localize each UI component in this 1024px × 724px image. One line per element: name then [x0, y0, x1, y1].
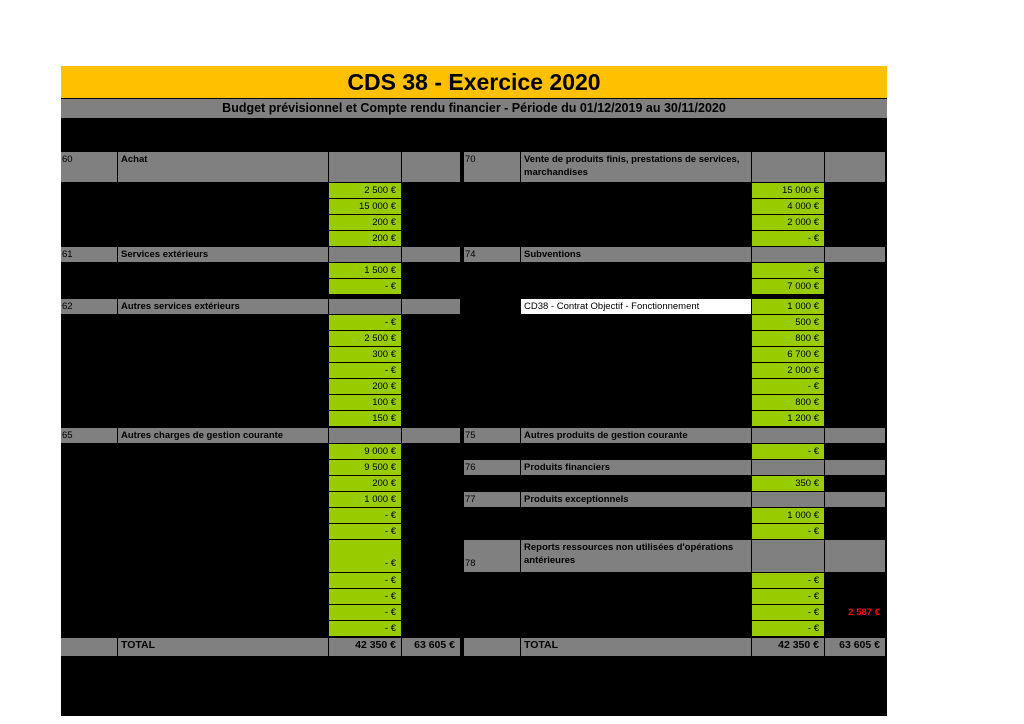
produit-subtotal-real: [825, 540, 885, 572]
produit-total-code: [464, 638, 520, 656]
produit-subtotal-real: [825, 460, 885, 475]
produit-label-78-line1: Reports ressources non utilisées d'opérations: [524, 542, 734, 553]
produit-subtotal-prev: [752, 460, 824, 475]
produit-code-74: 74: [464, 247, 520, 262]
produit-code-78: 78: [464, 540, 520, 572]
produit-value: - €: [752, 231, 824, 246]
charge-subtotal-prev: [329, 428, 401, 443]
produit-total-label: TOTAL: [521, 638, 751, 656]
charge-value: - €: [329, 279, 401, 294]
charge-value: - €: [329, 605, 401, 620]
charge-code-60: 60: [61, 152, 117, 182]
charge-total-real: 63 605 €: [402, 638, 460, 656]
charge-value: 15 000 €: [329, 199, 401, 214]
produit-value: 800 €: [752, 395, 824, 410]
charge-label-65: Autres charges de gestion courante: [118, 428, 328, 443]
produit-value: 1 200 €: [752, 411, 824, 426]
produit-label-76: Produits financiers: [521, 460, 751, 475]
charge-value: - €: [329, 524, 401, 539]
produit-value: - €: [752, 621, 824, 636]
cd38-contrat-label: CD38 - Contrat Objectif - Fonctionnement: [521, 299, 751, 314]
produit-label-78: [521, 540, 751, 572]
charge-code-62: 62: [61, 299, 117, 314]
spacer: [402, 299, 460, 314]
produit-value: 2 000 €: [752, 363, 824, 378]
produit-code-77: 77: [464, 492, 520, 507]
produit-subtotal-prev: [752, 428, 824, 443]
charge-header-prev: [329, 152, 401, 182]
produit-label-74: Subventions: [521, 247, 751, 262]
produit-value: 800 €: [752, 331, 824, 346]
produit-value: - €: [752, 263, 824, 278]
produit-label-78-line2: antérieures: [524, 555, 576, 566]
produit-subtotal-real: [825, 247, 885, 262]
charge-code-61: 61: [61, 247, 117, 262]
charge-total-code: [61, 638, 117, 656]
charge-code-65: 65: [61, 428, 117, 443]
charge-value: - €: [329, 315, 401, 330]
charge-value: 9 000 €: [329, 444, 401, 459]
produit-value: 6 700 €: [752, 347, 824, 362]
charge-value: 150 €: [329, 411, 401, 426]
charge-value: - €: [329, 573, 401, 588]
produit-value: - €: [752, 379, 824, 394]
charge-value: 200 €: [329, 476, 401, 491]
charge-value: 200 €: [329, 231, 401, 246]
charge-value: 9 500 €: [329, 460, 401, 475]
produit-value: 15 000 €: [752, 183, 824, 198]
produit-value: 7 000 €: [752, 279, 824, 294]
charge-subtotal-prev: [329, 247, 401, 262]
produit-value: - €: [752, 444, 824, 459]
produit-value: 350 €: [752, 476, 824, 491]
charge-value: 100 €: [329, 395, 401, 410]
produit-value: 1 000 €: [752, 508, 824, 523]
produit-subtotal-prev: [752, 247, 824, 262]
charge-value: - €: [329, 621, 401, 636]
charge-value: 1 000 €: [329, 492, 401, 507]
charge-value: 200 €: [329, 215, 401, 230]
charge-value: - €: [329, 363, 401, 378]
charge-value: - €: [329, 589, 401, 604]
charge-label-60: Achat: [118, 152, 328, 182]
charge-value: 2 500 €: [329, 183, 401, 198]
produit-label-70-line1: Vente de produits finis, prestations de services,: [524, 154, 740, 165]
produit-header-real: [825, 152, 885, 182]
produit-code-70: 70: [464, 152, 520, 182]
produit-label-70: [521, 152, 751, 182]
produit-value: - €: [752, 524, 824, 539]
charge-value: 1 500 €: [329, 263, 401, 278]
charge-value: 300 €: [329, 347, 401, 362]
charge-subtotal-prev: [329, 299, 401, 314]
produit-value: 4 000 €: [752, 199, 824, 214]
charge-header-real: [402, 152, 460, 182]
produit-total-real: 63 605 €: [825, 638, 885, 656]
charge-label-62: Autres services extérieurs: [118, 299, 328, 314]
charge-value: 200 €: [329, 379, 401, 394]
produit-subtotal-prev: [752, 540, 824, 572]
produit-label-70-line2: marchandises: [524, 167, 588, 178]
produit-value: 2 000 €: [752, 215, 824, 230]
produit-value: - €: [752, 589, 824, 604]
charge-label-61: Services extérieurs: [118, 247, 328, 262]
produit-label-75: Autres produits de gestion courante: [521, 428, 751, 443]
produit-total-prev: 42 350 €: [752, 638, 824, 656]
charge-value: 2 500 €: [329, 331, 401, 346]
charge-total-prev: 42 350 €: [329, 638, 401, 656]
produit-value: - €: [752, 605, 824, 620]
charge-subtotal-real: [402, 428, 460, 443]
produit-alert-value: 2 587 €: [848, 607, 880, 618]
produit-header-prev: [752, 152, 824, 182]
charge-total-label: TOTAL: [118, 638, 328, 656]
produit-value: 500 €: [752, 315, 824, 330]
page-subtitle: Budget prévisionnel et Compte rendu financier - Période du 01/12/2019 au 30/11/2020: [61, 99, 887, 118]
produit-value: 1 000 €: [752, 299, 824, 314]
produit-subtotal-real: [825, 428, 885, 443]
produit-subtotal-prev: [752, 492, 824, 507]
produit-subtotal-real: [825, 492, 885, 507]
budget-sheet: [61, 66, 887, 716]
page-title: CDS 38 - Exercice 2020: [61, 66, 887, 98]
charge-value: - €: [329, 508, 401, 523]
produit-code-76: 76: [464, 460, 520, 475]
produit-code-75: 75: [464, 428, 520, 443]
charge-value: - €: [329, 540, 401, 572]
produit-label-77: Produits exceptionnels: [521, 492, 751, 507]
charge-subtotal-real: [402, 247, 460, 262]
produit-value: - €: [752, 573, 824, 588]
